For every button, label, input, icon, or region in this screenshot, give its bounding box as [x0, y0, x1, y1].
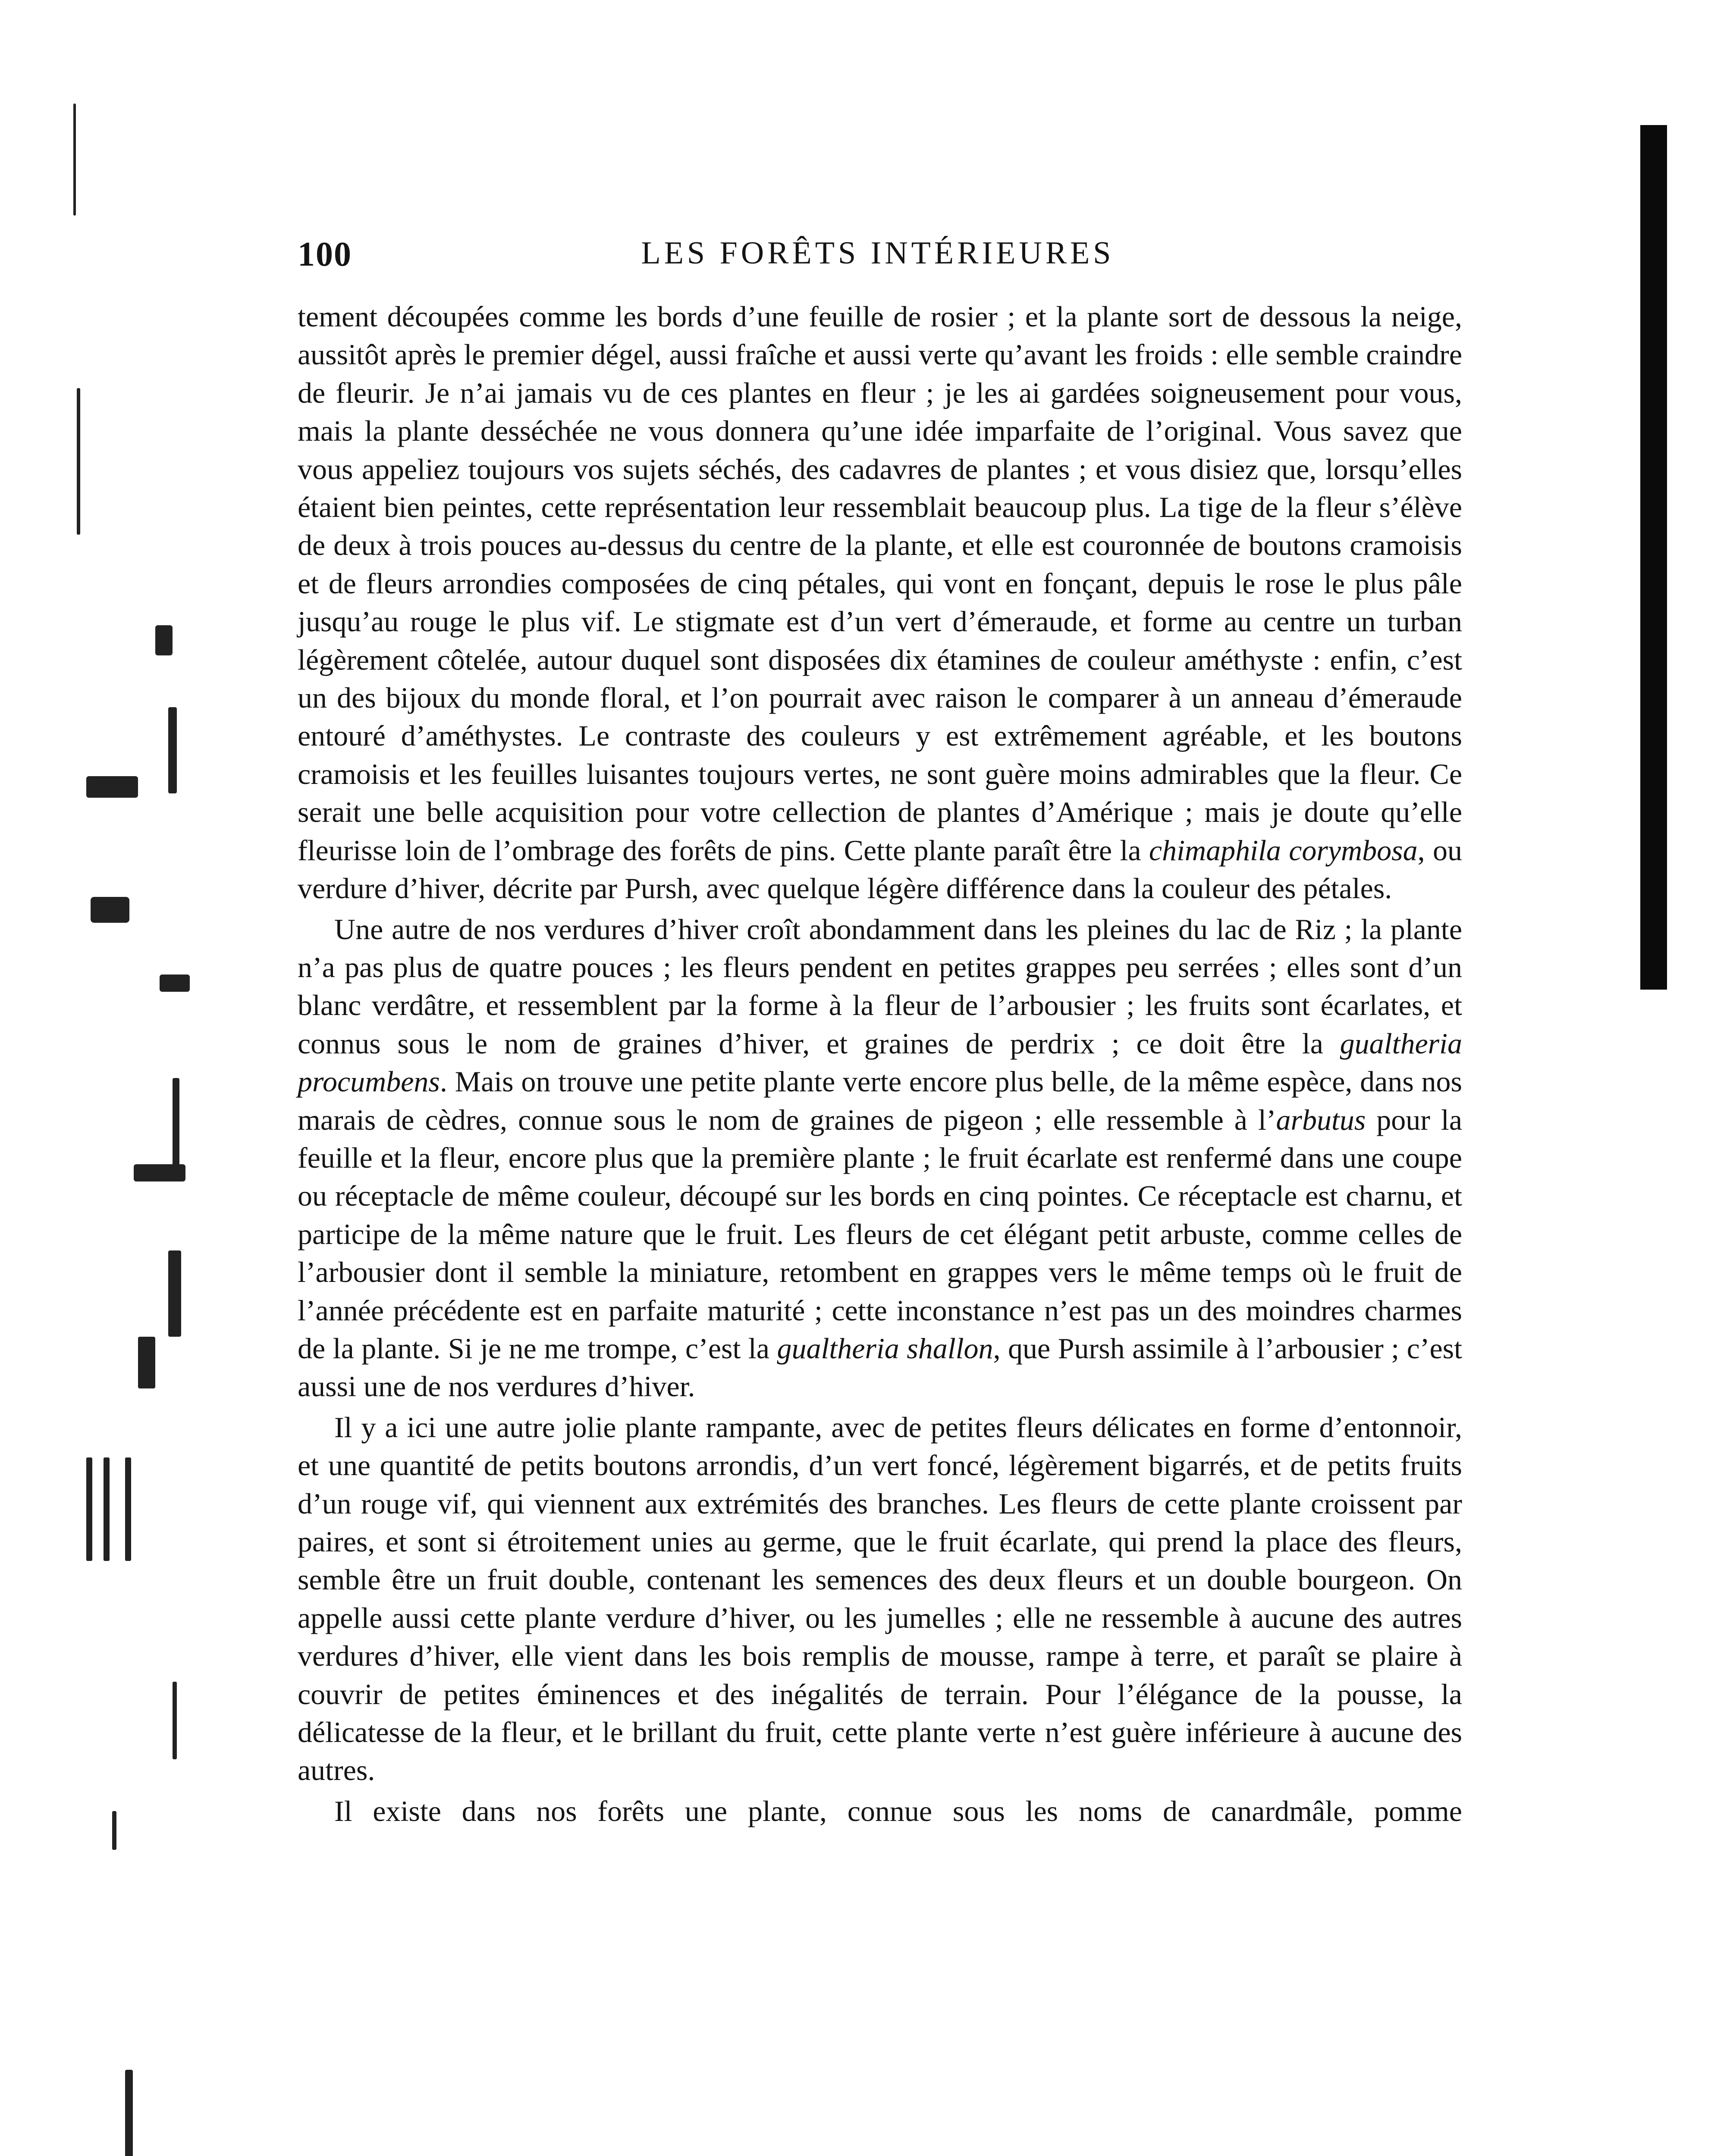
italic-text: gualtheria shallon — [777, 1332, 993, 1365]
running-title: LES FORÊTS INTÉRIEURES — [641, 235, 1115, 271]
text-segment: Une autre de nos verdures d’hiver croît abondamment dans les pleines du lac de Riz ; la plante n’a pas plus de quatre pouces ; les fleurs pendent en petites grappes peu serrées ; elles sont d’un blanc verdâtre, et ressemblent par la forme à la fleur de l’arbousier ; les fruits sont écarlates, et connus sous le nom de graines d’hiver, et graines de perdrix ; ce doit être la — [298, 912, 1462, 1060]
body-text — [298, 298, 1462, 1833]
paragraph — [298, 1408, 1462, 1789]
text-segment: . Mais on trouve une petite plante verte encore plus belle, de la même espèce, dans nos marais de cèdres, connue sous le nom de graines de pigeon ; elle ressemble à l’ — [298, 1065, 1462, 1136]
text-segment: , que Pursh assimile à l’arbousier ; c’est aussi une de nos verdures d’hiver. — [298, 1332, 1462, 1403]
italic-text: arbutus — [1276, 1103, 1366, 1136]
text-segment: Il y a ici une autre jolie plante rampante, avec de petites fleurs délicates en forme d’entonnoir, et une quantité de petits boutons arrondis, d’un vert foncé, légèrement bigarrés, et de petits fruits d’un rouge vif, qui viennent aux extrémités des branches. Les fleurs de cette plante croissent par paires, et sont si étroitement unies au germe, que le fruit écarlate, qui prend la place des fleurs, semble être un fruit double, contenant les semences des deux fleurs et un double bourgeon. On appelle aussi cette plante verdure d’hiver, ou les jumelles ; elle ne ressemble à aucune des autres verdures d’hiver, elle vient dans les bois remplis de mousse, rampe à terre, et paraît se plaire à couvrir de petites éminences et des inégalités de terrain. Pour l’élégance de la pousse, la délicatesse de la fleur, et le brillant du fruit, cette plante verte n’est guère inférieure à aucune des autres. — [298, 1410, 1462, 1787]
text-segment: tement découpées comme les bords d’une feuille de rosier ; et la plante sort de dessous la neige, aussitôt après le premier dégel, aussi fraîche et aussi verte qu’avant les froids : elle semble craindre de fleurir. Je n’ai jamais vu de ces plantes en fleur ; je les ai gardées soigneusement pour vous, mais la plante desséchée ne vous donnera qu’une idée imparfaite de l’original. Vous savez que vous appeliez toujours vos sujets séchés, des cadavres de plantes ; et vous disiez que, lorsqu’elles étaient bien peintes, cette représentation leur ressemblait beaucoup plus. La tige de la fleur s’élève de deux à trois pouces au-dessus du centre de la plante, et elle est couronnée de boutons cramoisis et de fleurs arrondies composées de cinq pétales, qui vont en fonçant, depuis le rose le plus pâle jusqu’au rouge le plus vif. Le stigmate est d’un vert d’émeraude, et forme au centre un turban légèrement côtelée, autour duquel sont disposées dix étamines de couleur améthyste : enfin, c’est un des bijoux du monde floral, et l’on pourrait avec raison le comparer à un anneau d’émeraude entouré d’améthystes. Le contraste des couleurs y est extrêmement agréable, et les boutons cramoisis et les feuilles luisantes toujours vertes, ne sont guère moins admirables que la fleur. Ce serait une belle acquisition pour votre cellection de plantes d’Amérique ; mais je doute qu’elle fleurisse loin de l’ombrage des forêts de pins. Cette plante paraît être la — [298, 300, 1462, 867]
text-segment: pour la feuille et la fleur, encore plus que la première plante ; le fruit écarlate est renfermé dans une coupe ou réceptacle de même couleur, découpé sur les bords en cinq pointes. Ce réceptacle est charnu, et participe de la même nature que le fruit. Les fleurs de cet élégant petit arbuste, comme celles de l’arbousier dont il semble la miniature, retombent en grappes vers le même temps où le fruit de l’année précédente est en parfaite maturité ; cette inconstance n’est pas un des moindres charmes de la plante. Si je ne me trompe, c’est la — [298, 1103, 1463, 1365]
italic-text: chimaphila corymbosa — [1149, 834, 1418, 867]
scan-edge-bar — [1640, 125, 1667, 990]
page-number: 100 — [298, 235, 352, 273]
text-segment: Il existe dans nos forêts une plante, connue sous les noms de canardmâle, pomme — [334, 1794, 1462, 1827]
italic-text: gualtheria procumbens — [298, 1027, 1462, 1098]
paragraph — [298, 910, 1462, 1406]
scan-margin-noise — [69, 86, 203, 2156]
paragraph — [298, 1792, 1462, 1830]
paragraph — [298, 298, 1462, 908]
running-head — [298, 235, 1458, 287]
text-segment: , ou verdure d’hiver, décrite par Pursh, avec quelque légère différence dans la couleur des pétales. — [298, 834, 1463, 905]
